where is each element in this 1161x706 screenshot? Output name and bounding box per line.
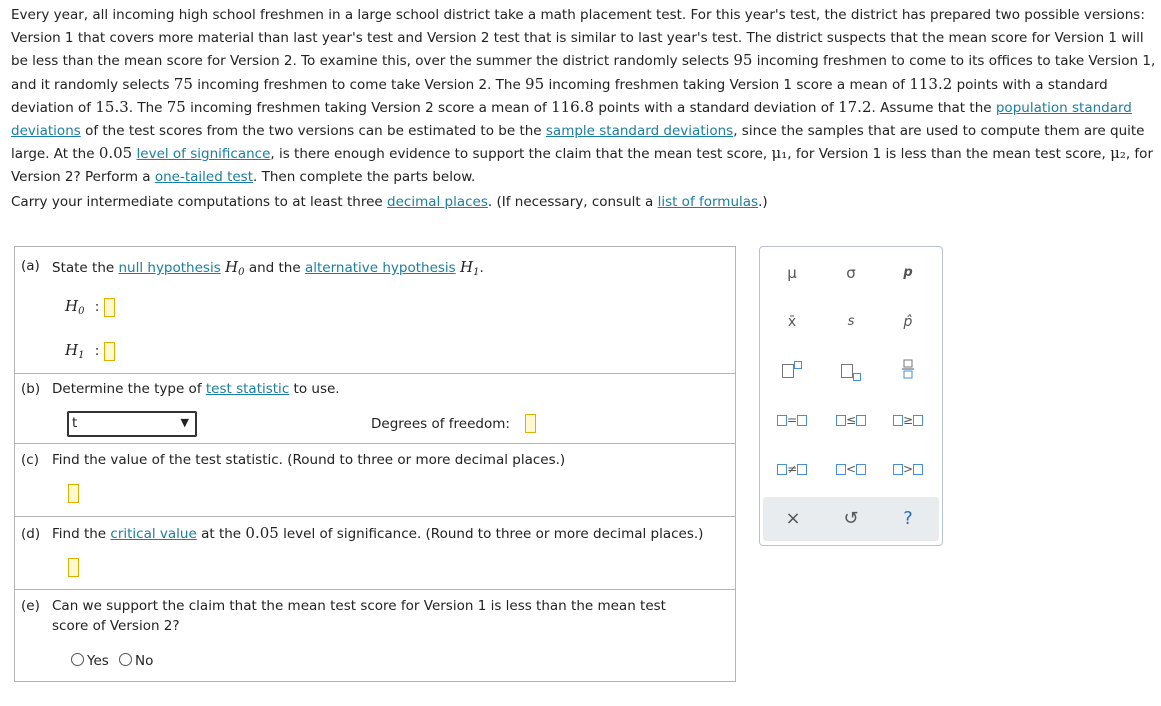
question-text: State the bbox=[52, 260, 115, 276]
mean2-value: 116.8 bbox=[551, 98, 595, 116]
yes-radio[interactable] bbox=[71, 653, 84, 666]
problem-text: , for Version 1 is less than the mean test score, bbox=[787, 146, 1106, 162]
test-statistic-link[interactable]: test statistic bbox=[205, 381, 290, 397]
mu-button[interactable]: μ bbox=[787, 264, 797, 282]
less-than-button[interactable]: < bbox=[831, 457, 871, 481]
question-text: level of significance. (Round to three or more decimal places.) bbox=[283, 526, 704, 542]
problem-statement bbox=[11, 4, 1157, 188]
n2-value: 75 bbox=[166, 98, 186, 116]
part-b-question bbox=[52, 381, 340, 397]
instructions bbox=[11, 194, 768, 210]
problem-text: , is there enough evidence to support the claim that the mean test score, bbox=[270, 146, 768, 162]
critical-value-link[interactable]: critical value bbox=[110, 526, 197, 542]
help-icon[interactable]: ? bbox=[903, 508, 913, 529]
h0-answer-input[interactable] bbox=[104, 298, 115, 317]
alpha-value: 0.05 bbox=[98, 144, 133, 162]
part-e-question-line2: score of Version 2? bbox=[52, 618, 180, 634]
question-text: Determine the type of bbox=[52, 381, 202, 397]
mu1-symbol: μ₁ bbox=[771, 144, 788, 162]
problem-text: . The bbox=[128, 100, 163, 116]
df-answer-input[interactable] bbox=[525, 414, 536, 433]
symbol-palette bbox=[759, 246, 943, 546]
problem-text: Every year, all incoming high school freshmen in a large school district take a math placement test. For this year's test, the district has prepared two possible versions: Version 1 that covers more material than last year's test and Version 2 test that is similar to last year's test. The district suspects that the mean score for Version 1 will be less than the mean score for Version 2. To examine this, over the summer the district randomly selects bbox=[11, 7, 1145, 69]
instruction-text: .) bbox=[758, 194, 768, 210]
part-e-label: (e) bbox=[21, 598, 40, 614]
question-text: . bbox=[479, 260, 484, 276]
h0-symbol: $H_0$ bbox=[225, 258, 245, 278]
part-c-label: (c) bbox=[21, 452, 39, 468]
phat-button[interactable]: p̂ bbox=[903, 314, 913, 330]
fraction-icon bbox=[902, 359, 914, 379]
question-text: at the bbox=[201, 526, 242, 542]
part-c bbox=[15, 444, 735, 517]
p-button[interactable]: p bbox=[903, 265, 913, 280]
h0-row bbox=[65, 297, 115, 317]
test-statistic-select[interactable] bbox=[67, 411, 197, 437]
s-button[interactable]: s bbox=[847, 314, 855, 329]
df-label: Degrees of freedom: bbox=[371, 416, 510, 432]
clear-icon[interactable]: × bbox=[785, 508, 801, 529]
answer-panel bbox=[14, 246, 736, 682]
sigma-button[interactable]: σ bbox=[846, 264, 856, 282]
no-radio[interactable] bbox=[119, 653, 132, 666]
decimal-places-link[interactable]: decimal places bbox=[387, 194, 488, 210]
part-b-label: (b) bbox=[21, 381, 41, 397]
instruction-text: Carry your intermediate computations to at least three bbox=[11, 194, 383, 210]
fraction-button[interactable] bbox=[888, 359, 928, 383]
yes-label: Yes bbox=[87, 653, 109, 669]
n1-value: 95 bbox=[733, 51, 753, 69]
superscript-button[interactable] bbox=[772, 359, 812, 383]
colon: : bbox=[94, 299, 100, 315]
palette-action-bar bbox=[763, 497, 939, 541]
problem-text: points with a standard deviation of bbox=[598, 100, 834, 116]
part-a-label: (a) bbox=[21, 258, 40, 274]
undo-icon[interactable]: ↺ bbox=[843, 508, 859, 529]
part-b bbox=[15, 374, 735, 444]
h0-label: $H_0$ bbox=[65, 297, 85, 317]
question-text: to use. bbox=[293, 381, 340, 397]
one-tailed-test-link[interactable]: one-tailed test bbox=[154, 168, 253, 185]
sd2-value: 17.2 bbox=[838, 98, 872, 116]
problem-text: . Then complete the parts below. bbox=[253, 168, 476, 185]
selected-value: t bbox=[72, 415, 78, 431]
mu2-symbol: μ₂ bbox=[1110, 144, 1126, 162]
subscript-button[interactable] bbox=[831, 359, 871, 383]
part-a bbox=[15, 247, 735, 374]
equals-button[interactable]: = bbox=[772, 408, 812, 432]
mean1-value: 113.2 bbox=[909, 74, 953, 93]
instruction-text: . (If necessary, consult a bbox=[487, 194, 654, 210]
part-d-question bbox=[52, 524, 703, 542]
greater-than-button[interactable]: > bbox=[888, 457, 928, 481]
greater-equal-button[interactable]: ≥ bbox=[888, 408, 928, 432]
population-sd-link[interactable]: population standard deviations bbox=[11, 100, 1132, 139]
problem-text: points with a standard deviation of bbox=[11, 76, 1108, 116]
less-equal-button[interactable]: ≤ bbox=[831, 408, 871, 432]
null-hypothesis-link[interactable]: null hypothesis bbox=[118, 260, 221, 276]
problem-text: . Assume that the bbox=[871, 100, 992, 116]
part-c-question: Find the value of the test statistic. (Round to three or more decimal places.) bbox=[52, 452, 566, 468]
problem-text: , since the samples that are used to compute them are quite large. At the bbox=[11, 122, 1145, 162]
question-text: and the bbox=[248, 260, 301, 276]
sample-sd-link[interactable]: sample standard deviations bbox=[545, 122, 734, 139]
part-e-question-line1: Can we support the claim that the mean test score for Version 1 is less than the mean test bbox=[52, 598, 666, 614]
problem-text: , for Version 2? Perform a bbox=[11, 146, 1153, 185]
problem-text: of the test scores from the two versions can be estimated to be the bbox=[85, 122, 542, 139]
level-of-significance-link[interactable]: level of significance bbox=[136, 146, 271, 162]
colon: : bbox=[94, 343, 100, 359]
part-d bbox=[15, 517, 735, 590]
part-d-label: (d) bbox=[21, 526, 41, 542]
problem-text: incoming freshmen taking Version 2 score a mean of bbox=[190, 100, 547, 116]
alternative-hypothesis-link[interactable]: alternative hypothesis bbox=[304, 260, 456, 276]
problem-text: incoming freshmen taking Version 1 score a mean of bbox=[548, 76, 906, 93]
critical-value-input[interactable] bbox=[68, 558, 79, 577]
h1-row bbox=[65, 341, 115, 361]
h1-answer-input[interactable] bbox=[104, 342, 115, 361]
not-equal-button[interactable]: ≠ bbox=[772, 457, 812, 481]
n1-value: 95 bbox=[525, 74, 545, 93]
problem-text: incoming freshmen to come take Version 2. The bbox=[197, 76, 521, 93]
h1-symbol: $H_1$ bbox=[460, 258, 480, 278]
sd1-value: 15.3 bbox=[95, 98, 129, 116]
test-statistic-input[interactable] bbox=[68, 484, 79, 503]
dropdown-arrow-icon: ▼ bbox=[180, 416, 189, 429]
list-of-formulas-link[interactable]: list of formulas bbox=[657, 194, 759, 210]
question-text: Find the bbox=[52, 526, 107, 542]
xbar-button[interactable]: x̄ bbox=[787, 314, 797, 330]
part-a-question bbox=[52, 258, 484, 278]
yes-option[interactable] bbox=[71, 653, 109, 669]
h1-label: $H_1$ bbox=[65, 341, 85, 361]
part-e bbox=[15, 590, 735, 681]
n2-value: 75 bbox=[173, 74, 193, 93]
problem-text: incoming freshmen to come to its offices to take Version 1, and it randomly selects bbox=[11, 53, 1156, 93]
no-label: No bbox=[135, 653, 154, 669]
no-option[interactable] bbox=[119, 653, 153, 669]
alpha-value: 0.05 bbox=[245, 524, 279, 542]
